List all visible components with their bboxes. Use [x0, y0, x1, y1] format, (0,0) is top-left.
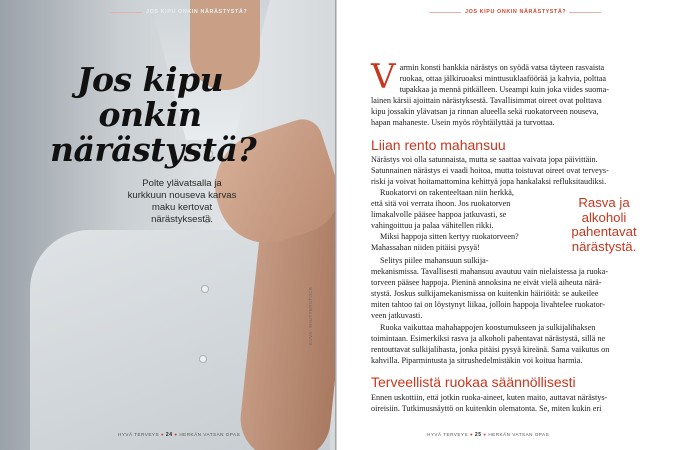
- paragraph-1: Närästys voi olla satunnaista, mutta se saattaa vaivata jopa päivittäin. Satunnainen närästys ei vaadi hoitoa, mutta toistuvat oireet ovat terveys- riski ja voivat hoitamattomina kehittyä jopa hankalaksi refluksitaudiksi.: [371, 155, 609, 186]
- photo-credit: KUVA: SHUTTERSTOCK: [308, 286, 313, 345]
- subheading-2: Terveellistä ruokaa säännöllisesti: [371, 374, 576, 390]
- paragraph-2: Ruokatorvi on rakenteeltaan niin herkkä, että sitä voi verrata ihoon. Jos ruokatorven limakalvolle pääsee happoa jatkuvasti, se vahingoittuu ja palaa vähitellen rikki.: [371, 188, 514, 230]
- pull-quote: Rasva ja alkoholi pahentavat närästystä.: [571, 195, 637, 254]
- subheading-1: Liian rento mahansuu: [371, 137, 506, 153]
- paragraph-4: Selitys piilee mahansuun sulkija- mekanismissa. Tavallisesti mahansuu avautuu vain nielaistessa ja ruoka- torveen pääsee happoja. Pieninä annoksina ne eivät vielä aiheuta närä- stystä. Joskus sulkijamekanismissa on kuitenkin häiriöitä: se aukeilee miten tahtoo tai on löystynyt liikaa, jolloin happoja livahtelee ruokator- veen jatkuvasti.: [371, 256, 609, 320]
- paragraph-5: Ruoka vaikuttaa mahahappojen koostumukseen ja sulkijalihaksen toimintaan. Esimerkiksi rasva ja alkoholi pahentavat närästystä, sillä ne rentouttavat sulkijalihasta, jonka pitäisi pysyä kireänä. Sama vaikutus on kahvilla. Piparmintusta ja sitrushedelmistäkin voi koitua harmia.: [371, 323, 610, 365]
- running-head: JOS KIPU ONKIN NÄRÄSTYSTÄ?: [465, 9, 567, 15]
- folio-right: HYVÄ TERVEYS ● 25 ● HERKÄN VATSAN OPAS: [427, 432, 550, 438]
- article-title: Jos kipu onkin närästystä?: [50, 60, 257, 169]
- drop-cap: V: [371, 57, 396, 97]
- article-deck: Polte ylävatsalla ja kurkkuun nouseva karvas maku kertovat närästyksestä.: [127, 178, 237, 225]
- running-head: JOS KIPU ONKIN NÄRÄSTYSTÄ?: [146, 9, 248, 15]
- paragraph-6: Ennen uskottiin, että jotkin ruoka-aineet, kuten maito, auttavat närästys- oireisiin. Tutkimusnäyttö on kuitenkin olematonta. Se, miten kukin eri: [371, 393, 608, 413]
- paragraph-3: Miksi happoja sitten kertyy ruokatorveen? Mahassahan niiden pitäisi pysyä!: [371, 232, 519, 252]
- folio-left: HYVÄ TERVEYS ● 24 ● HERKÄN VATSAN OPAS: [118, 432, 241, 438]
- right-page: [337, 0, 674, 450]
- intro-paragraph: V armin konsti hankkia närästys on syödä vatsa täyteen rasvaista ruokaa, ottaa jälkiruoaksi minttusuklaaföörää ja kahvia, polttaa tupakkaa ja mennä pitkälleen. Useampi kuin joka viides suoma- lainen kärsii ajoittain närästyksestä. Tavallisimmat oireet ovat polttava kipu jossakin ylävatsan ja rinnan alueella sekä ruokatorveen nouseva, hapan mahaneste. Usein myös röyhtäilyttää ja turvottaa.: [371, 57, 609, 127]
